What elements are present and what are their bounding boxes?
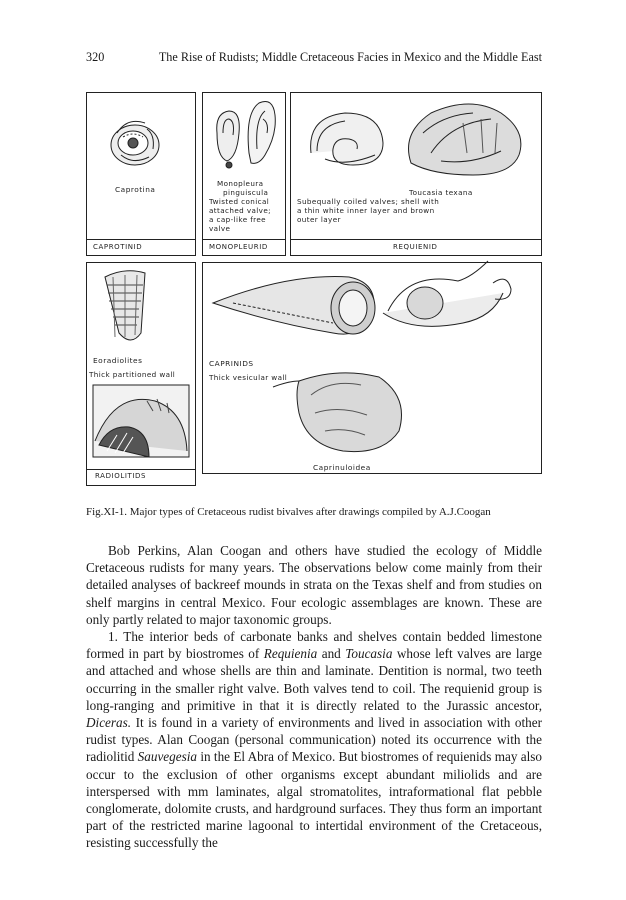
italic-term: Toucasia (345, 646, 393, 662)
caprinid-description: Thick vesicular wall (209, 373, 288, 382)
monopleura-desc-line: a cap-like free (209, 215, 266, 224)
panel-radiolitids (86, 262, 196, 486)
caprinuloidea-drawing (203, 359, 543, 459)
caprinids-group-label: CAPRINIDS (209, 359, 254, 368)
panel-caprotinid (86, 92, 196, 256)
text-run: 1. The interior beds of carbonate banks and shelves contain bedded limestone formed in part by biostromes of (86, 629, 542, 662)
monopleura-name-line: pinguiscula (223, 188, 269, 197)
text-run: whose left valves are large and attached and whose shells are thin and laminate. Dentition is normal, two teeth occurring in the smaller right valve. Both valves tend to coil. The requienid group is long-ranging and primitive in that it is directly related to the Jurassic ancestor, (86, 646, 542, 713)
panel-divider (87, 469, 195, 470)
running-title: The Rise of Rudists; Middle Cretaceous Facies in Mexico and the Middle East (158, 50, 542, 64)
toucasia-label: Toucasia texana (409, 188, 473, 197)
caprotinid-group-label: CAPROTINID (93, 243, 143, 251)
monopleura-description (209, 197, 271, 233)
toucasia-desc-line: Subequally coiled valves; shell with (297, 197, 440, 206)
monopleura-desc-line: valve (209, 224, 231, 233)
radiolitid-description: Thick partitioned wall (89, 370, 176, 379)
toucasia-desc-line: a thin white inner layer and brown (297, 206, 435, 215)
italic-term: Diceras. (86, 715, 132, 731)
radiolitids-group-label: RADIOLITIDS (95, 472, 147, 480)
running-header (86, 50, 542, 68)
paragraph: Bob Perkins, Alan Coogan and others have studied the ecology of Middle Cretaceous rudists for many years. The observations below come mainly from their detailed analyses of backreef mounds in strata on the Texas shelf and from studies on shelf margins in central Mexico. Four ecologic assemblages are known. These are only partly related to major taxonomic groups. (86, 543, 542, 627)
monopleura-drawing (203, 93, 287, 183)
requienid-group-label: REQUIENID (393, 243, 438, 251)
toucasia-desc-line: outer layer (297, 215, 341, 224)
figure-caption: Fig.XI-1. Major types of Cretaceous rudist bivalves after drawings compiled by A.J.Coogan (86, 506, 491, 518)
radiolitid-section-drawing (87, 381, 197, 465)
italic-term: Sauvegesia (137, 749, 197, 765)
monopleura-name-line: Monopleura (217, 179, 264, 188)
page-number: 320 (86, 50, 105, 64)
caprotina-drawing (87, 93, 197, 193)
monopleura-desc-line: attached valve; (209, 206, 271, 215)
text-run: in the El Abra of Mexico. But biostromes of requienids may also occur to the exclusion of other organisms except abundant miliolids and are interspersed with mm laminates, algal stromatolites, intraformational flat pebble conglomerate, dolomite crusts, and hardground surfaces. They thus form an important part of the restricted marine lagoonal to intertidal environment of the Cretaceous, resisting successfully the (86, 749, 542, 851)
italic-term: Requienia (263, 646, 318, 662)
monopleurid-group-label: MONOPLEURID (209, 243, 268, 251)
text-run: and (317, 646, 346, 662)
panel-divider (203, 239, 285, 240)
eoradiolites-label: Eoradiolites (93, 356, 143, 365)
caprotina-label: Caprotina (115, 185, 156, 194)
panel-caprinids (202, 262, 542, 474)
monopleura-desc-line: Twisted conical (209, 197, 270, 206)
panel-divider (87, 239, 195, 240)
rudist-figure (86, 92, 542, 488)
toucasia-description (297, 197, 439, 224)
panel-requienid (290, 92, 542, 256)
caprinid-drawing (203, 263, 543, 353)
panel-divider (291, 239, 541, 240)
eoradiolites-drawing (87, 263, 197, 353)
monopleura-name (217, 179, 268, 197)
caprinuloidea-label: Caprinuloidea (313, 463, 371, 472)
panel-monopleurid (202, 92, 286, 256)
text-run: It is found in a variety of environments and lived in association with other rudist types. Alan Coogan (personal communication) noted its occurrence with the radiolitid (86, 715, 542, 765)
paragraph (86, 628, 542, 852)
body-text (86, 542, 542, 852)
toucasia-drawing (291, 93, 543, 183)
